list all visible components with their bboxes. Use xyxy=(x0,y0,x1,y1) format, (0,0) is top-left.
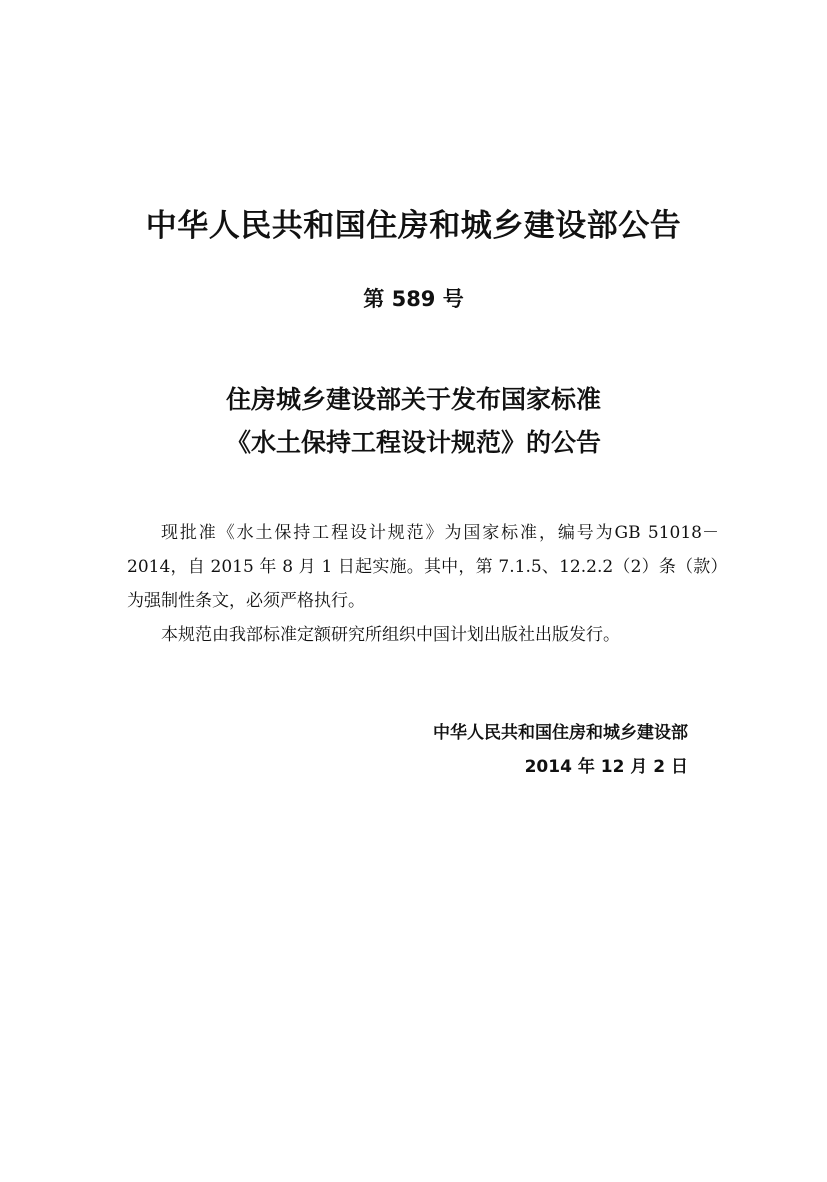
body-paragraph-2: 本规范由我部标准定额研究所组织中国计划出版社出版发行。 xyxy=(161,625,620,645)
notice-heading xyxy=(0,378,827,464)
issuer-name: 中华人民共和国住房和城乡建设部 xyxy=(433,723,688,743)
signature-block xyxy=(300,716,688,784)
issue-date: 2014 年 12 月 2 日 xyxy=(524,757,688,777)
notice-heading-line-1: 住房城乡建设部关于发布国家标准 xyxy=(225,385,601,414)
org-title: 中华人民共和国住房和城乡建设部公告 xyxy=(145,208,682,244)
notice-heading-line-2: 《水土保持工程设计规范》的公告 xyxy=(225,428,601,457)
notice-body xyxy=(127,516,719,652)
body-paragraph-1: 现批准《水土保持工程设计规范》为国家标准，编号为GB 51018－2014，自 2015 年 8 月 1 日起实施。其中，第 7.1.5、12.2.2（2）条（款）为强制性条文，必须严格执行。 xyxy=(127,523,719,611)
doc-number: 第 589 号 xyxy=(363,287,464,311)
